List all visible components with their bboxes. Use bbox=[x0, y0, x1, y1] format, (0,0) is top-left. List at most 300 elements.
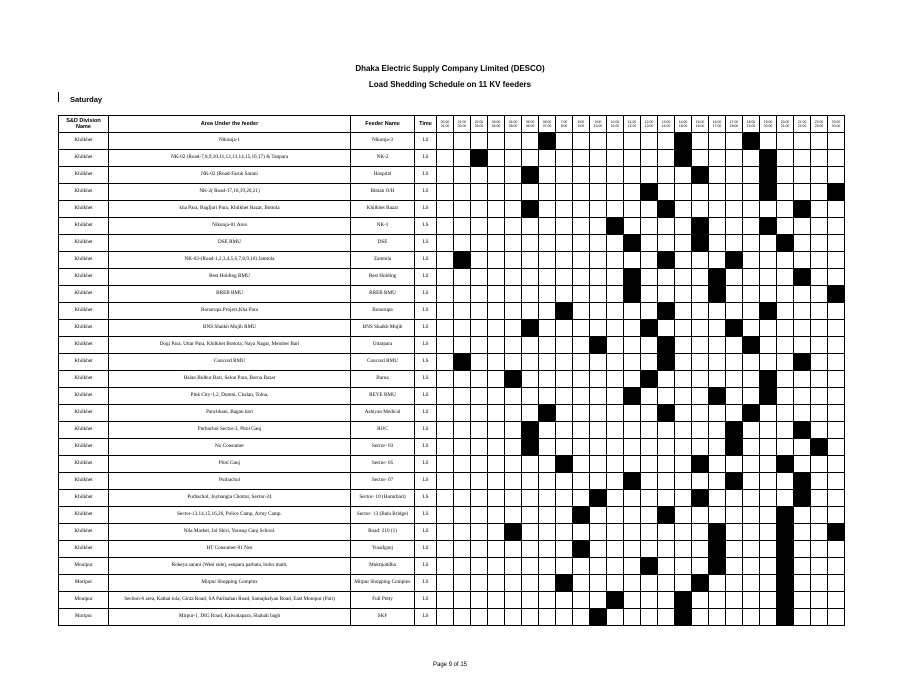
slot-cell bbox=[454, 541, 471, 558]
slot-cell bbox=[709, 575, 726, 592]
slot-cell bbox=[794, 541, 811, 558]
slot-cell bbox=[573, 303, 590, 320]
shed-slot-cell bbox=[692, 490, 709, 507]
slot-cell bbox=[794, 558, 811, 575]
slot-cell bbox=[811, 218, 828, 235]
slot-cell bbox=[726, 371, 743, 388]
slot-cell bbox=[709, 167, 726, 184]
slot-cell bbox=[760, 133, 777, 150]
slot-cell bbox=[471, 286, 488, 303]
cell-area: Nikunja-1 bbox=[109, 133, 351, 150]
slot-cell bbox=[471, 269, 488, 286]
slot-cell bbox=[573, 320, 590, 337]
cell-division: Khilkhet bbox=[59, 201, 109, 218]
slot-cell bbox=[641, 150, 658, 167]
cell-time: LS bbox=[415, 524, 437, 541]
slot-cell bbox=[573, 235, 590, 252]
slot-end: 00:00 bbox=[831, 124, 841, 128]
slot-cell bbox=[556, 473, 573, 490]
slot-cell bbox=[505, 558, 522, 575]
time-slot-header bbox=[811, 116, 828, 133]
header-feeder: Feeder Name bbox=[351, 116, 415, 133]
cell-area: Pink City-1,2, Dumni, Chalan, Tolna, bbox=[109, 388, 351, 405]
slot-cell bbox=[522, 218, 539, 235]
slot-end: 12:00 bbox=[627, 124, 637, 128]
slot-cell bbox=[828, 507, 845, 524]
shed-slot-cell bbox=[777, 592, 794, 609]
slot-cell bbox=[641, 592, 658, 609]
slot-cell bbox=[522, 150, 539, 167]
slot-cell bbox=[539, 354, 556, 371]
slot-cell bbox=[437, 269, 454, 286]
slot-cell bbox=[607, 235, 624, 252]
slot-cell bbox=[794, 388, 811, 405]
slot-cell bbox=[539, 558, 556, 575]
header-area: Area Under the feeder bbox=[109, 116, 351, 133]
slot-cell bbox=[726, 524, 743, 541]
slot-cell bbox=[709, 371, 726, 388]
slot-cell bbox=[607, 541, 624, 558]
slot-cell bbox=[607, 184, 624, 201]
slot-cell bbox=[471, 167, 488, 184]
slot-start: 04:00 bbox=[508, 120, 518, 124]
slot-cell bbox=[777, 439, 794, 456]
slot-cell bbox=[692, 388, 709, 405]
table-row bbox=[59, 473, 845, 490]
slot-cell bbox=[437, 609, 454, 626]
slot-cell bbox=[675, 269, 692, 286]
cell-area: NK-02 (Road-Faruk Sarani bbox=[109, 167, 351, 184]
slot-cell bbox=[471, 252, 488, 269]
slot-cell bbox=[675, 541, 692, 558]
slot-cell bbox=[658, 490, 675, 507]
slot-start: 8:00 bbox=[577, 120, 585, 124]
slot-cell bbox=[692, 303, 709, 320]
shed-slot-cell bbox=[675, 609, 692, 626]
slot-cell bbox=[794, 150, 811, 167]
shed-slot-cell bbox=[624, 388, 641, 405]
slot-cell bbox=[828, 252, 845, 269]
slot-cell bbox=[590, 507, 607, 524]
slot-cell bbox=[471, 354, 488, 371]
slot-cell bbox=[505, 575, 522, 592]
slot-cell bbox=[658, 456, 675, 473]
cell-area: Bonorupa Project,Kha Para bbox=[109, 303, 351, 320]
slot-cell bbox=[692, 184, 709, 201]
slot-cell bbox=[488, 286, 505, 303]
slot-cell bbox=[641, 507, 658, 524]
slot-cell bbox=[539, 507, 556, 524]
slot-cell bbox=[794, 252, 811, 269]
slot-cell bbox=[522, 269, 539, 286]
slot-cell bbox=[641, 133, 658, 150]
slot-cell bbox=[624, 201, 641, 218]
cell-feeder: REVE RMU bbox=[351, 388, 415, 405]
table-row bbox=[59, 388, 845, 405]
slot-cell bbox=[505, 235, 522, 252]
slot-cell bbox=[437, 473, 454, 490]
cell-feeder: Uttarpara bbox=[351, 337, 415, 354]
slot-cell bbox=[522, 490, 539, 507]
cell-time: LS bbox=[415, 422, 437, 439]
slot-cell bbox=[675, 558, 692, 575]
slot-cell bbox=[726, 150, 743, 167]
cell-feeder: DSE bbox=[351, 235, 415, 252]
slot-cell bbox=[811, 252, 828, 269]
slot-cell bbox=[828, 269, 845, 286]
shed-slot-cell bbox=[709, 269, 726, 286]
slot-cell bbox=[488, 252, 505, 269]
slot-cell bbox=[760, 490, 777, 507]
slot-cell bbox=[607, 354, 624, 371]
slot-cell bbox=[607, 201, 624, 218]
shed-slot-cell bbox=[590, 490, 607, 507]
slot-cell bbox=[624, 575, 641, 592]
slot-end: 10:00 bbox=[593, 124, 603, 128]
slot-cell bbox=[488, 490, 505, 507]
slot-cell bbox=[675, 303, 692, 320]
slot-cell bbox=[709, 218, 726, 235]
table-row bbox=[59, 184, 845, 201]
slot-cell bbox=[743, 371, 760, 388]
shed-slot-cell bbox=[658, 252, 675, 269]
slot-cell bbox=[607, 490, 624, 507]
slot-cell bbox=[590, 371, 607, 388]
slot-cell bbox=[437, 388, 454, 405]
cell-division: Mouipur bbox=[59, 592, 109, 609]
table-row bbox=[59, 303, 845, 320]
slot-cell bbox=[590, 388, 607, 405]
slot-cell bbox=[488, 269, 505, 286]
table-row bbox=[59, 218, 845, 235]
shed-slot-cell bbox=[658, 354, 675, 371]
table-row bbox=[59, 524, 845, 541]
cell-area: Nikunja-01 Area bbox=[109, 218, 351, 235]
shed-slot-cell bbox=[675, 592, 692, 609]
table-row bbox=[59, 422, 845, 439]
cell-area: NK-02-(Road-1,2,3,4,5,6,7,8,9,10) Jamtola bbox=[109, 252, 351, 269]
shed-slot-cell bbox=[743, 133, 760, 150]
slot-cell bbox=[743, 252, 760, 269]
slot-cell bbox=[488, 422, 505, 439]
cell-area: Purbachol bbox=[109, 473, 351, 490]
shed-slot-cell bbox=[726, 439, 743, 456]
slot-cell bbox=[454, 184, 471, 201]
slot-cell bbox=[692, 405, 709, 422]
shed-slot-cell bbox=[828, 184, 845, 201]
slot-cell bbox=[811, 558, 828, 575]
shed-slot-cell bbox=[522, 201, 539, 218]
time-slot-header bbox=[828, 116, 845, 133]
slot-cell bbox=[743, 201, 760, 218]
slot-cell bbox=[454, 456, 471, 473]
slot-cell bbox=[641, 286, 658, 303]
slot-cell bbox=[692, 201, 709, 218]
slot-cell bbox=[658, 575, 675, 592]
slot-cell bbox=[471, 303, 488, 320]
slot-cell bbox=[590, 150, 607, 167]
cell-feeder: Bonorupa bbox=[351, 303, 415, 320]
cell-time: LS bbox=[415, 133, 437, 150]
cell-feeder: Full Potty bbox=[351, 592, 415, 609]
slot-cell bbox=[505, 286, 522, 303]
slot-cell bbox=[437, 592, 454, 609]
slot-cell bbox=[811, 541, 828, 558]
slot-start: 02:00 bbox=[474, 120, 484, 124]
table-row bbox=[59, 252, 845, 269]
slot-cell bbox=[454, 201, 471, 218]
cell-time: LS bbox=[415, 592, 437, 609]
slot-cell bbox=[641, 490, 658, 507]
slot-cell bbox=[743, 524, 760, 541]
cell-division: Khilkhet bbox=[59, 150, 109, 167]
slot-cell bbox=[437, 456, 454, 473]
slot-cell bbox=[471, 201, 488, 218]
shed-slot-cell bbox=[539, 405, 556, 422]
slot-cell bbox=[709, 422, 726, 439]
cell-division: Khilkhet bbox=[59, 320, 109, 337]
table-row bbox=[59, 456, 845, 473]
shed-slot-cell bbox=[726, 422, 743, 439]
slot-cell bbox=[760, 507, 777, 524]
slot-cell bbox=[692, 558, 709, 575]
slot-cell bbox=[607, 439, 624, 456]
slot-cell bbox=[522, 558, 539, 575]
slot-cell bbox=[488, 456, 505, 473]
slot-cell bbox=[641, 422, 658, 439]
cell-area: No Consumer bbox=[109, 439, 351, 456]
shed-slot-cell bbox=[658, 303, 675, 320]
slot-cell bbox=[590, 541, 607, 558]
slot-cell bbox=[675, 371, 692, 388]
page-number: Page 9 of 15 bbox=[432, 662, 468, 668]
slot-cell bbox=[641, 218, 658, 235]
cell-area: Panchhani, Bagan bari bbox=[109, 405, 351, 422]
slot-cell bbox=[658, 473, 675, 490]
slot-cell bbox=[811, 388, 828, 405]
cell-time: LS bbox=[415, 235, 437, 252]
shed-slot-cell bbox=[777, 524, 794, 541]
slot-cell bbox=[607, 524, 624, 541]
slot-cell bbox=[743, 558, 760, 575]
slot-cell bbox=[505, 167, 522, 184]
slot-cell bbox=[624, 405, 641, 422]
slot-cell bbox=[454, 235, 471, 252]
slot-start: 16:00 bbox=[712, 120, 722, 124]
slot-end: 22:00 bbox=[797, 124, 807, 128]
slot-cell bbox=[675, 439, 692, 456]
slot-cell bbox=[556, 422, 573, 439]
slot-cell bbox=[828, 201, 845, 218]
slot-end: 05:00 bbox=[508, 124, 518, 128]
slot-cell bbox=[726, 558, 743, 575]
cell-area: Best Holding RMU bbox=[109, 269, 351, 286]
slot-cell bbox=[811, 133, 828, 150]
slot-cell bbox=[573, 218, 590, 235]
slot-cell bbox=[692, 473, 709, 490]
slot-cell bbox=[828, 150, 845, 167]
slot-cell bbox=[811, 473, 828, 490]
cell-time: LS bbox=[415, 286, 437, 303]
shed-slot-cell bbox=[539, 133, 556, 150]
cell-feeder: Ashiyan Medical bbox=[351, 405, 415, 422]
slot-cell bbox=[675, 405, 692, 422]
slot-cell bbox=[471, 456, 488, 473]
slot-cell bbox=[624, 184, 641, 201]
header-time: Time bbox=[415, 116, 437, 133]
slot-cell bbox=[590, 422, 607, 439]
slot-cell bbox=[471, 473, 488, 490]
slot-cell bbox=[709, 252, 726, 269]
slot-cell bbox=[556, 184, 573, 201]
slot-cell bbox=[828, 218, 845, 235]
slot-cell bbox=[811, 167, 828, 184]
slot-cell bbox=[828, 303, 845, 320]
slot-cell bbox=[522, 575, 539, 592]
slot-cell bbox=[760, 354, 777, 371]
slot-cell bbox=[794, 320, 811, 337]
slot-cell bbox=[794, 575, 811, 592]
slot-cell bbox=[522, 337, 539, 354]
slot-cell bbox=[760, 252, 777, 269]
cell-division: Moripur bbox=[59, 609, 109, 626]
slot-cell bbox=[539, 167, 556, 184]
slot-cell bbox=[794, 609, 811, 626]
slot-cell bbox=[658, 439, 675, 456]
slot-cell bbox=[658, 320, 675, 337]
shed-slot-cell bbox=[760, 371, 777, 388]
slot-cell bbox=[658, 524, 675, 541]
slot-cell bbox=[573, 388, 590, 405]
slot-cell bbox=[641, 575, 658, 592]
slot-cell bbox=[505, 150, 522, 167]
cell-division: Khilkhet bbox=[59, 388, 109, 405]
slot-cell bbox=[488, 201, 505, 218]
cell-division: Khilkhet bbox=[59, 133, 109, 150]
slot-cell bbox=[828, 456, 845, 473]
slot-cell bbox=[828, 371, 845, 388]
shed-slot-cell bbox=[760, 388, 777, 405]
slot-cell bbox=[743, 354, 760, 371]
cell-time: LS bbox=[415, 269, 437, 286]
slot-cell bbox=[556, 150, 573, 167]
slot-cell bbox=[760, 541, 777, 558]
slot-cell bbox=[539, 286, 556, 303]
cell-division: Khilkhet bbox=[59, 473, 109, 490]
slot-cell bbox=[437, 558, 454, 575]
slot-start: 7:00 bbox=[560, 120, 568, 124]
shed-slot-cell bbox=[573, 541, 590, 558]
slot-cell bbox=[590, 456, 607, 473]
shed-slot-cell bbox=[658, 507, 675, 524]
table-row bbox=[59, 354, 845, 371]
shed-slot-cell bbox=[658, 201, 675, 218]
slot-cell bbox=[488, 439, 505, 456]
slot-cell bbox=[641, 473, 658, 490]
table-row bbox=[59, 507, 845, 524]
slot-cell bbox=[505, 133, 522, 150]
shed-slot-cell bbox=[522, 422, 539, 439]
slot-cell bbox=[488, 133, 505, 150]
slot-cell bbox=[437, 490, 454, 507]
slot-cell bbox=[692, 422, 709, 439]
shed-slot-cell bbox=[471, 150, 488, 167]
cell-time: LS bbox=[415, 167, 437, 184]
slot-start: 10:00 bbox=[610, 120, 620, 124]
cell-feeder: Zamtola bbox=[351, 252, 415, 269]
slot-cell bbox=[539, 592, 556, 609]
slot-cell bbox=[726, 201, 743, 218]
cell-division: Khilkhet bbox=[59, 286, 109, 303]
slot-end: 06:00 bbox=[525, 124, 535, 128]
time-slot-header bbox=[692, 116, 709, 133]
shed-slot-cell bbox=[692, 167, 709, 184]
cell-area: Nila Market, Jol Shiri, Yousup Ganj School. bbox=[109, 524, 351, 541]
slot-cell bbox=[811, 303, 828, 320]
slot-cell bbox=[539, 320, 556, 337]
slot-cell bbox=[437, 439, 454, 456]
slot-cell bbox=[828, 439, 845, 456]
shed-slot-cell bbox=[726, 473, 743, 490]
slot-cell bbox=[607, 320, 624, 337]
table-row bbox=[59, 405, 845, 422]
slot-cell bbox=[522, 235, 539, 252]
slot-cell bbox=[692, 286, 709, 303]
slot-cell bbox=[522, 405, 539, 422]
slot-start: 20:00 bbox=[780, 120, 790, 124]
shed-slot-cell bbox=[709, 524, 726, 541]
cell-feeder: Mirpur Shopping Complex bbox=[351, 575, 415, 592]
cell-feeder: Sector- 13 (Balu Bridge) bbox=[351, 507, 415, 524]
cell-feeder: ROC bbox=[351, 422, 415, 439]
load-shedding-table bbox=[58, 115, 845, 626]
slot-cell bbox=[675, 473, 692, 490]
table-row bbox=[59, 541, 845, 558]
shed-slot-cell bbox=[794, 490, 811, 507]
slot-cell bbox=[675, 184, 692, 201]
slot-cell bbox=[573, 354, 590, 371]
slot-cell bbox=[709, 507, 726, 524]
slot-cell bbox=[539, 524, 556, 541]
slot-cell bbox=[743, 167, 760, 184]
slot-cell bbox=[658, 541, 675, 558]
shed-slot-cell bbox=[760, 303, 777, 320]
slot-cell bbox=[488, 558, 505, 575]
slot-cell bbox=[437, 422, 454, 439]
cell-division: Khilkhet bbox=[59, 490, 109, 507]
slot-cell bbox=[726, 490, 743, 507]
slot-cell bbox=[760, 575, 777, 592]
shed-slot-cell bbox=[777, 541, 794, 558]
cell-feeder: Yusufganj bbox=[351, 541, 415, 558]
slot-cell bbox=[641, 439, 658, 456]
slot-cell bbox=[488, 405, 505, 422]
cell-feeder: Khilkhet Bazar bbox=[351, 201, 415, 218]
slot-cell bbox=[692, 269, 709, 286]
shed-slot-cell bbox=[675, 133, 692, 150]
time-slot-header bbox=[607, 116, 624, 133]
slot-cell bbox=[760, 269, 777, 286]
shed-slot-cell bbox=[658, 405, 675, 422]
slot-cell bbox=[505, 252, 522, 269]
slot-cell bbox=[573, 490, 590, 507]
slot-cell bbox=[828, 337, 845, 354]
slot-cell bbox=[692, 320, 709, 337]
slot-cell bbox=[471, 133, 488, 150]
table-row bbox=[59, 167, 845, 184]
slot-cell bbox=[607, 405, 624, 422]
slot-cell bbox=[709, 473, 726, 490]
